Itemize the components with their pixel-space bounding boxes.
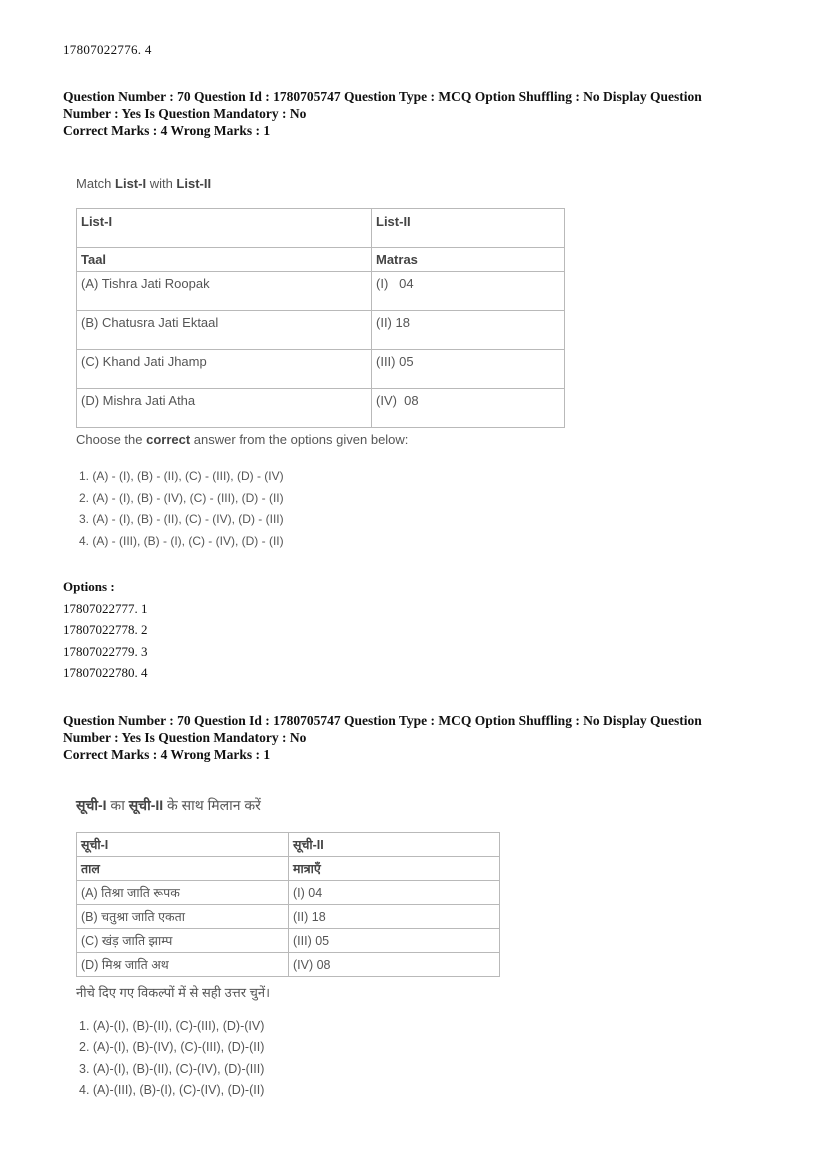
question-heading-hindi: सूची-I का सूची-II के साथ मिलान करें	[76, 797, 261, 813]
options-label: Options :	[63, 579, 115, 594]
previous-option-id: 17807022776. 4	[63, 42, 152, 57]
question-meta-hindi	[63, 712, 763, 763]
table-cell: (III) 05	[372, 350, 565, 389]
table-subheader-matras: Matras	[372, 248, 565, 272]
option-item: 17807022779. 3	[63, 643, 148, 659]
question-heading: Match List-I with List-II	[76, 176, 212, 191]
match-table-hindi	[76, 832, 500, 977]
table-cell: (IV) 08	[289, 953, 500, 977]
table-cell: (A) Tishra Jati Roopak	[77, 272, 372, 311]
table-subheader-taal: ताल	[77, 857, 289, 881]
choose-instruction-hindi: नीचे दिए गए विकल्पों में से सही उत्तर चुनें।	[76, 985, 271, 1000]
table-header-list2: List-II	[372, 209, 565, 248]
table-subheader-matras: मात्राएँ	[289, 857, 500, 881]
table-cell: (I) 04	[289, 881, 500, 905]
answer-choice: 3. (A)-(I), (B)-(II), (C)-(IV), (D)-(III)	[79, 1061, 265, 1076]
question-marks: Correct Marks : 4 Wrong Marks : 1	[63, 747, 271, 762]
answer-choices	[79, 466, 284, 552]
table-cell: (B) चतुश्रा जाति एकता	[77, 905, 289, 929]
table-header-list1: सूची-I	[77, 833, 289, 857]
question-meta-line1: Question Number : 70 Question Id : 1780705747 Question Type : MCQ Option Shuffling : No Display Question	[63, 713, 702, 728]
answer-choice: 4. (A)-(III), (B)-(I), (C)-(IV), (D)-(II)	[79, 1082, 265, 1097]
table-cell: (II) 18	[372, 311, 565, 350]
options-list	[63, 598, 148, 683]
option-item: 17807022780. 4	[63, 664, 148, 680]
table-cell: (D) Mishra Jati Atha	[77, 389, 372, 428]
table-header-list2: सूची-II	[289, 833, 500, 857]
answer-choice: 2. (A) - (I), (B) - (IV), (C) - (III), (D) - (II)	[79, 490, 284, 505]
answer-choice: 3. (A) - (I), (B) - (II), (C) - (IV), (D) - (III)	[79, 512, 284, 526]
question-meta	[63, 88, 763, 139]
table-cell: (D) मिश्र जाति अथ	[77, 953, 289, 977]
question-marks: Correct Marks : 4 Wrong Marks : 1	[63, 123, 271, 138]
answer-choice: 1. (A) - (I), (B) - (II), (C) - (III), (D) - (IV)	[79, 469, 284, 483]
question-image-english	[76, 176, 576, 191]
table-subheader-taal: Taal	[77, 248, 372, 272]
question-meta-line1: Question Number : 70 Question Id : 1780705747 Question Type : MCQ Option Shuffling : No Display Question	[63, 89, 702, 104]
option-item: 17807022777. 1	[63, 601, 148, 616]
option-item: 17807022778. 2	[63, 622, 148, 638]
answer-choice: 4. (A) - (III), (B) - (I), (C) - (IV), (D) - (II)	[79, 533, 284, 548]
table-cell: (C) खंड़ जाति झाम्प	[77, 929, 289, 953]
table-cell: (II) 18	[289, 905, 500, 929]
table-cell: (B) Chatusra Jati Ektaal	[77, 311, 372, 350]
table-cell: (III) 05	[289, 929, 500, 953]
question-meta-line2: Number : Yes Is Question Mandatory : No	[63, 730, 307, 745]
table-cell: (IV) 08	[372, 389, 565, 428]
table-cell: (A) तिश्रा जाति रूपक	[77, 881, 289, 905]
table-cell: (C) Khand Jati Jhamp	[77, 350, 372, 389]
table-header-list1: List-I	[77, 209, 372, 248]
answer-choices-hindi	[79, 1016, 264, 1101]
answer-choice: 1. (A)-(I), (B)-(II), (C)-(III), (D)-(IV)	[79, 1019, 265, 1033]
table-cell: (I) 04	[372, 272, 565, 311]
choose-instruction: Choose the correct answer from the options given below:	[76, 432, 409, 447]
question-meta-line2: Number : Yes Is Question Mandatory : No	[63, 106, 307, 121]
match-table-english	[76, 208, 565, 428]
answer-choice: 2. (A)-(I), (B)-(IV), (C)-(III), (D)-(II)	[79, 1040, 265, 1055]
